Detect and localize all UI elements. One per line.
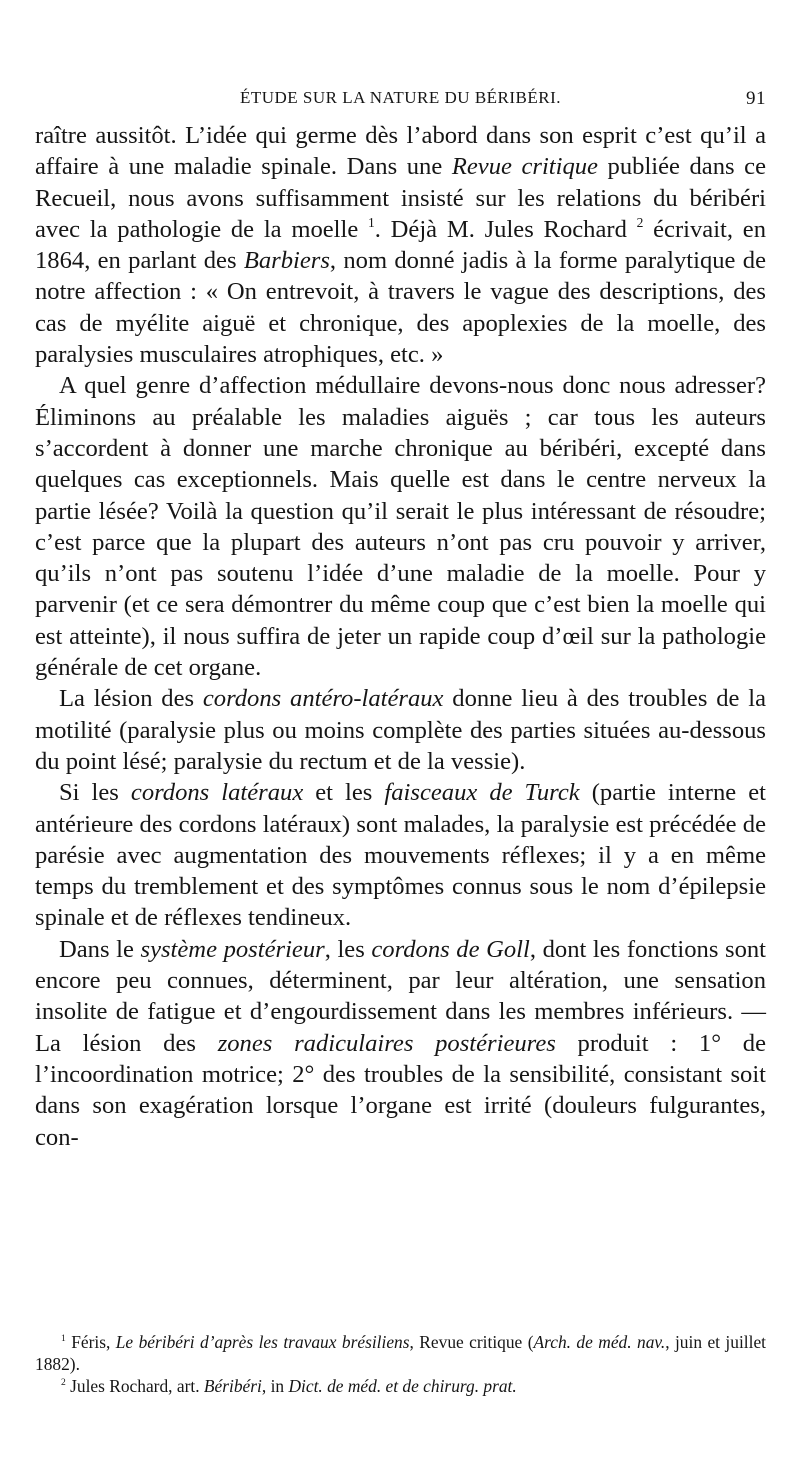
p4-text-e: (partie interne et antérieure des cordons latéraux) sont malades, la paralysie est précédée de parésie avec augmentation des mouvements réflexes; il y a en même temps du tremblement et des symptômes connus sous le nom d’épilepsie spinale et de réflexes tendineux. [35, 779, 766, 932]
footnote-1-title: Le béribéri d’après les travaux brésiliens [115, 1332, 410, 1352]
p1-text-a: raître aussitôt. L’idée qui germe dès l’abord dans son esprit c’est qu’il a affaire à une maladie spinale. Dans une [35, 122, 766, 181]
p4-italic-cordons-lateraux: cordons latéraux [130, 779, 304, 807]
footnote-2-text-c: , in [261, 1376, 289, 1396]
running-title: ÉTUDE SUR LA NATURE DU BÉRIBÉRI. [239, 88, 562, 107]
p1-italic-barbiers: Barbiers [243, 247, 330, 275]
footnote-2-marker: 2 [61, 1376, 66, 1388]
running-header [35, 88, 766, 112]
page-number: 91 [746, 88, 766, 109]
footnote-1-marker: 1 [61, 1332, 66, 1344]
paragraph-2: A quel genre d’affection médullaire devons-nous donc nous adresser? Éliminons au préalable les maladies aiguës ; car tous les auteurs s’accordent à donner une marche chronique au béribéri, excepté dans quelques cas exceptionnels. Mais quelle est dans le centre nerveux la partie lésée? Voilà la question qu’il serait le plus intéressant de résoudre; c’est parce que la plupart des auteurs n’ont pas cru pouvoir y arriver, qu’ils n’ont pas soutenu l’idée d’une maladie de la moelle. Pour y parvenir (et ce sera démontrer du même coup que c’est bien la moelle qui est atteinte), il nous suffira de jeter un rapide coup d’œil sur la pathologie générale de cet organe. [35, 372, 766, 682]
p4-italic-faisceaux: faisceaux de Turck [384, 779, 580, 807]
paragraph-1 [35, 120, 766, 370]
p5-italic-systeme: système postérieur [140, 935, 325, 963]
footnote-2-article: Béribéri [203, 1376, 262, 1396]
p3-text-c: donne lieu à des troubles de la motilité (paralysie plus ou moins complète des parties situées au-dessous du point lésé; paralysie du rectum et de la vessie). [35, 685, 766, 775]
p3-text-a: La lésion des [59, 685, 203, 713]
p4-text-a: Si les [59, 779, 131, 807]
p5-italic-zones: zones radiculaires postérieures [217, 1029, 556, 1057]
p3-italic-cordons: cordons antéro-latéraux [202, 685, 444, 713]
footnote-2 [35, 1375, 766, 1397]
paragraph-4 [35, 777, 766, 933]
footnote-1-journal: Arch. de méd. nav. [533, 1332, 666, 1352]
p1-text-d: . Déjà M. Jules Rochard [374, 215, 637, 243]
footnote-2-dictionary: Dict. de méd. et de chirurg. prat. [288, 1376, 517, 1396]
paragraph-3 [35, 683, 766, 777]
footnote-1-text-a: Féris, [65, 1332, 116, 1352]
paragraph-5 [35, 934, 766, 1153]
footnote-ref-1: 1 [368, 214, 375, 230]
p1-italic-revue-critique: Revue critique [451, 153, 598, 181]
p1-text-g: , nom donné jadis à la forme paralytique de notre affection : « On entrevoit, à travers le vague des descriptions, des cas de myélite aiguë et chronique, des apoplexies de la moelle, des paralysies musculaires atrophiques, etc. » [35, 247, 766, 369]
footnote-ref-2: 2 [636, 214, 644, 230]
p5-text-a: Dans le [59, 935, 141, 963]
p4-text-c: et les [303, 779, 385, 807]
footnote-1-text-e: , juin et juillet 1882). [35, 1332, 766, 1374]
footnotes [35, 1331, 766, 1397]
p5-text-e: , dont les fonctions sont encore peu connues, déterminent, par leur altération, une sensation insolite de fatigue et d’engourdissement dans les membres inférieurs. — La lésion des [35, 935, 766, 1057]
footnote-1 [35, 1331, 766, 1375]
p1-text-e: écrivait, en 1864, en parlant des [35, 215, 766, 275]
footnote-2-text-a: Jules Rochard, art. [65, 1376, 204, 1396]
footnote-1-text-c: , Revue critique ( [409, 1332, 534, 1352]
p1-text-c: publiée dans ce Recueil, nous avons suffisamment insisté sur les relations du béribéri avec la pathologie de la moelle [35, 153, 766, 243]
p5-italic-goll: cordons de Goll [371, 935, 530, 963]
p5-text-c: , les [324, 935, 372, 963]
p5-text-g: produit : 1° de l’incoordination motrice; 2° des troubles de la sensibilité, consistant soit dans son exagération lorsque l’organe est irrité (douleurs fulgurantes, con- [35, 1029, 766, 1151]
body-text [35, 120, 766, 1153]
